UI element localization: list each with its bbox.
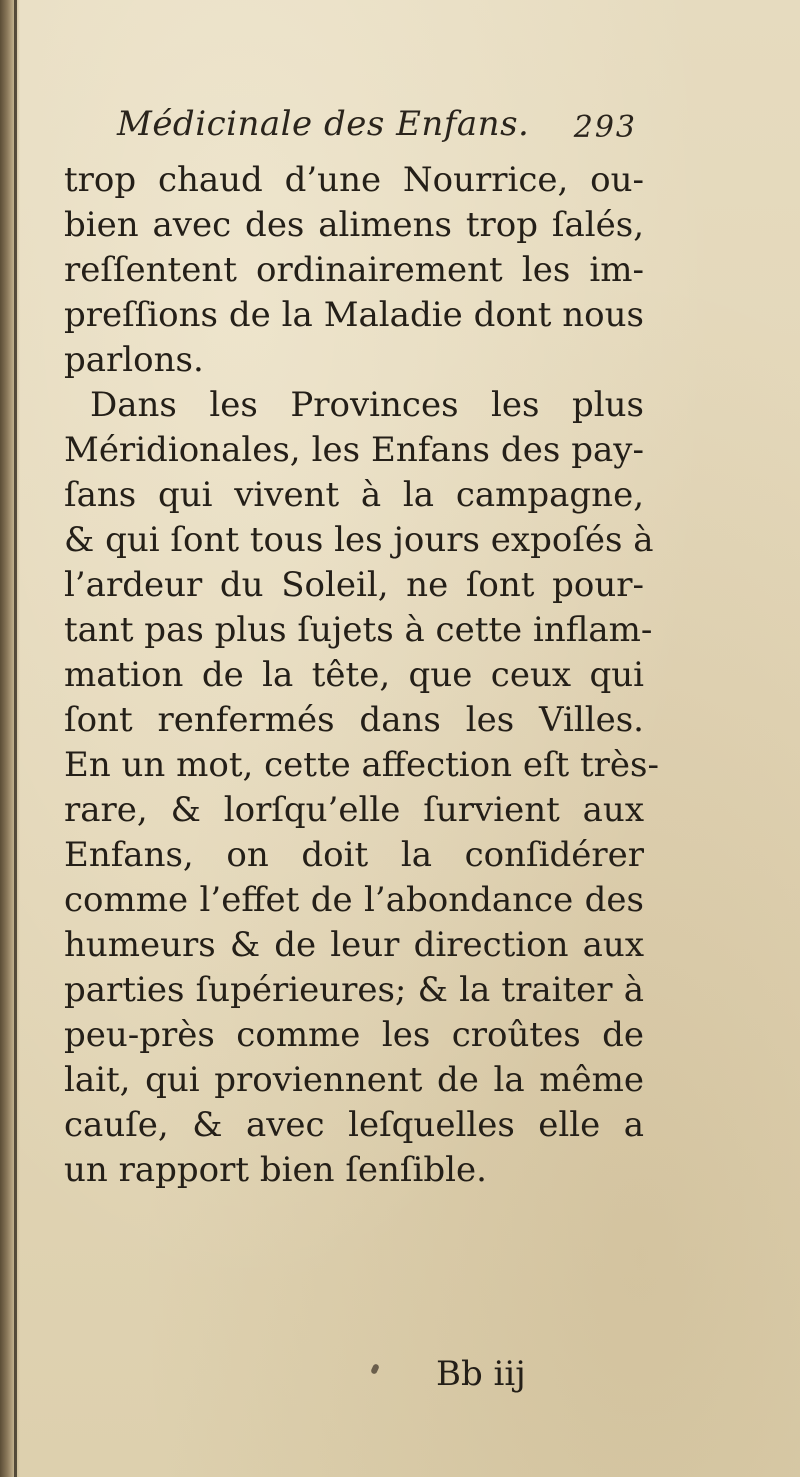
text-line: Dans les Provinces les plus — [90, 385, 644, 425]
text-line: rare, & lorſqu’elle ſurvient aux — [64, 790, 644, 830]
signature-mark: Bb iij — [436, 1354, 526, 1394]
text-line: parlons. — [64, 340, 204, 380]
text-line: bien avec des alimens trop ſalés, — [64, 205, 644, 245]
text-line: Enfans, on doit la conſidérer — [64, 835, 644, 875]
text-line: l’ardeur du Soleil, ne ſont pour- — [64, 565, 644, 605]
text-line: comme l’effet de l’abondance des — [64, 880, 644, 920]
text-line: ſont renfermés dans les Villes. — [64, 700, 644, 740]
page-number: 293 — [573, 110, 637, 145]
text-line: un rapport bien ſenſible. — [64, 1150, 487, 1190]
text-line: cauſe, & avec leſquelles elle a — [64, 1105, 644, 1145]
text-line: reſſentent ordinairement les im- — [64, 250, 644, 290]
text-line: preſſions de la Maladie dont nous — [64, 295, 644, 335]
text-line: ſans qui vivent à la campagne, — [64, 475, 644, 515]
text-line: parties ſupérieures; & la traiter à — [64, 970, 644, 1010]
text-line: tant pas plus ſujets à cette inflam- — [64, 610, 653, 650]
text-line: trop chaud d’une Nourrice, ou- — [64, 160, 644, 200]
text-line: humeurs & de leur direction aux — [64, 925, 644, 965]
text-line: peu-près comme les croûtes de — [64, 1015, 644, 1055]
text-line: & qui ſont tous les jours expoſés à — [64, 520, 654, 560]
text-line: mation de la tête, que ceux qui — [64, 655, 644, 695]
text-line: lait, qui proviennent de la même — [64, 1060, 644, 1100]
running-title: Médicinale des Enfans. — [117, 104, 530, 144]
text-line: Méridionales, les Enfans des pay- — [64, 430, 644, 470]
text-line: En un mot, cette affection eſt très- — [64, 745, 659, 785]
